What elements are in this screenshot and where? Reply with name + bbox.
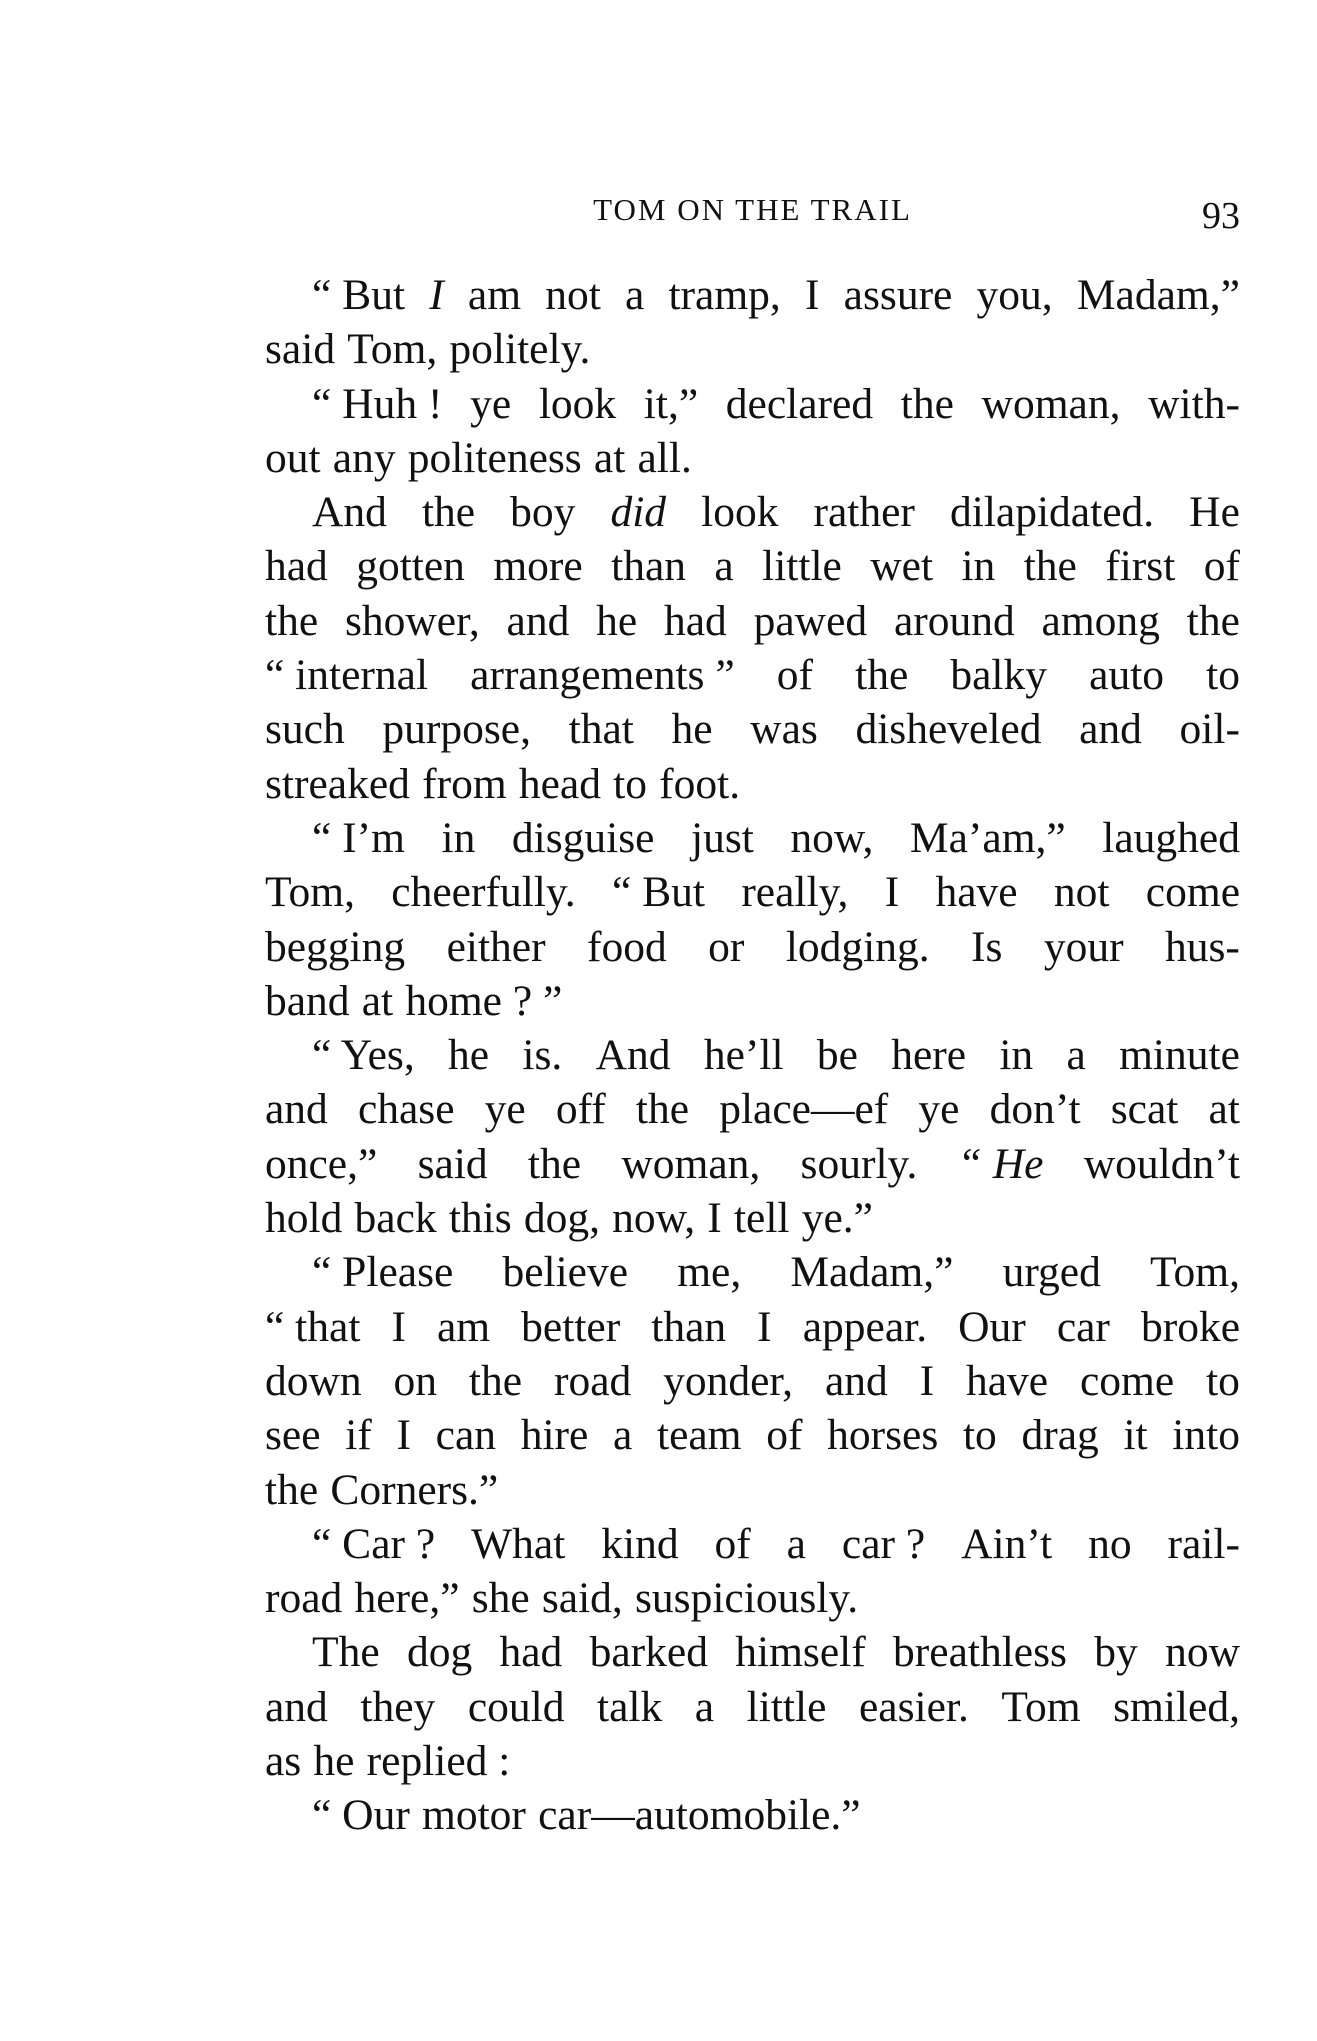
word: the [468,1356,523,1405]
word: your [1043,922,1124,971]
word: the [1023,542,1077,591]
word: have [935,868,1018,917]
word: of [766,1411,803,1460]
word: What [471,1519,566,1568]
word: tell [733,1194,790,1243]
word: politeness [407,433,582,482]
word: I [707,1194,722,1243]
word: laughed [1102,813,1240,862]
word: “ Huh ! [312,379,443,428]
word: team [656,1411,742,1460]
word: better [521,1302,621,1351]
text-line [265,1137,1240,1191]
word: he [313,1737,355,1786]
word: had [265,542,328,591]
word: first [1105,542,1176,591]
word: hus- [1165,922,1240,971]
word: car [1056,1302,1110,1351]
text-line [265,974,1240,1028]
word: “ Car ? [312,1519,436,1568]
word: said, [541,1574,623,1623]
text-line [265,594,1240,648]
word: here [891,1031,967,1080]
word: “ But [611,868,706,917]
word: easier. [858,1682,969,1731]
word: Madam,” [1076,271,1240,319]
word: appear. [802,1302,928,1351]
word: not [1053,868,1110,917]
word: foot. [659,759,741,808]
word: place—ef [719,1085,889,1134]
word: back [354,1194,437,1243]
word: am [436,1302,491,1351]
word: more [493,542,583,591]
word: the [265,1465,319,1514]
word: me, [677,1248,742,1297]
word: said [265,325,336,374]
word: be [816,1031,858,1080]
word: to [1206,1356,1240,1405]
text-line [265,1082,1240,1136]
word: from [422,759,507,808]
word: the [855,651,909,700]
word: cheerfully. [391,868,576,917]
word: in [441,813,476,862]
word: a [624,271,645,319]
word: I [757,1302,772,1351]
word: a [1066,1031,1086,1080]
word: as [265,1737,302,1786]
word: that [568,705,634,754]
word: “ that [265,1302,361,1351]
word: had [499,1628,563,1677]
word: replied : [366,1737,511,1786]
word: road [553,1356,632,1405]
word: into [1172,1411,1240,1460]
word: all. [637,433,692,482]
word: of [714,1519,751,1568]
text-line [265,757,1240,811]
word: purpose, [382,705,531,754]
word: urged [1002,1248,1101,1297]
word: “ internal [265,651,429,700]
word: the [527,1139,582,1188]
word: had [664,596,727,645]
text-line [265,1408,1240,1462]
word: boy [510,488,576,537]
word: little [762,542,842,591]
word: they [360,1682,436,1731]
word: in [961,542,996,591]
word: around [893,596,1015,645]
word: now, [612,1194,696,1243]
word: either [446,922,546,971]
word: ye [470,379,512,428]
word: Our [958,1302,1026,1351]
word: I [884,868,900,917]
word: to [962,1411,997,1460]
word: and [506,596,570,645]
word: out [265,433,321,482]
text-line [265,268,1240,322]
word: to [1206,651,1240,700]
word: a [714,542,734,591]
word: gotten [356,542,465,591]
text-line [265,1571,1240,1625]
running-head [265,190,1240,240]
text-line [265,1625,1240,1679]
word: in [999,1031,1034,1080]
word: lodging. [785,922,930,971]
word: really, [741,868,849,917]
word: you, [976,271,1053,319]
word: car ? [841,1519,926,1568]
word: at [361,976,394,1025]
word: I [396,1411,411,1460]
word: wet [870,542,934,591]
word: road [265,1574,343,1623]
text-line [265,920,1240,974]
word: by [1094,1628,1138,1677]
word: car—automobile.” [538,1791,861,1840]
word: a [786,1519,806,1568]
word: disguise [511,813,655,862]
word: Ma’am,” [909,813,1066,862]
text-line [265,702,1240,756]
text-line [265,431,1240,485]
word: Is [971,922,1003,971]
word: of [776,651,813,700]
word: I [804,271,820,319]
word: talk [597,1682,663,1731]
word: Tom, [265,868,355,917]
word: kind [601,1519,679,1568]
word: The [312,1628,380,1677]
word: can [435,1411,497,1460]
word: just [691,813,754,862]
word: dilapidated. [949,488,1155,537]
word: broke [1140,1302,1240,1351]
word: come [1080,1356,1175,1405]
word: I [391,1302,406,1351]
word: politely. [449,325,591,374]
word: at [1208,1085,1240,1134]
word: look [701,488,779,537]
running-title: TOM ON THE TRAIL [593,192,912,227]
word: ye.” [801,1194,873,1243]
word: ye [484,1085,526,1134]
word: and [265,1682,328,1731]
word: hold [265,1194,343,1243]
word: motor [422,1791,526,1840]
word: streaked [265,759,410,808]
page-number: 93 [1202,195,1240,237]
text-line [265,1788,1240,1842]
word: of [1203,542,1240,591]
word: than [651,1302,727,1351]
word: tramp, [668,271,781,319]
word: woman, [621,1139,761,1188]
word: balky [950,651,1048,700]
word: Corners.” [330,1465,499,1514]
word: he [671,705,713,754]
word: drag [1021,1411,1099,1460]
text-line [265,1354,1240,1408]
word: he’ll [703,1031,784,1080]
word: Ain’t [961,1519,1053,1568]
word: here,” [354,1574,460,1623]
word: he [596,596,638,645]
word: at [593,433,626,482]
text-line [265,648,1240,702]
body-text [265,268,1240,1843]
word: have [966,1356,1049,1405]
word: did [610,488,667,537]
word: with- [1148,379,1240,428]
word: to [613,759,647,808]
word: suspiciously. [634,1574,859,1623]
text-line [265,1245,1240,1299]
word: barked [589,1628,708,1677]
word: a [613,1411,633,1460]
word: “ Please [312,1248,454,1297]
text-line [265,811,1240,865]
word: disheveled [855,705,1042,754]
word: am [467,271,522,319]
word: breathless [893,1628,1067,1677]
word: the [421,488,476,537]
word: the [900,379,954,428]
word: and [265,1085,328,1134]
word: food [587,922,667,971]
word: I [919,1356,935,1405]
word: dog, [523,1194,600,1243]
word: is. [522,1031,563,1080]
word: pawed [753,596,868,645]
word: smiled, [1113,1682,1240,1731]
text-line [265,485,1240,539]
word: than [611,542,687,591]
word: no [1088,1519,1132,1568]
word: the [265,596,319,645]
word: believe [502,1248,629,1297]
word: such [265,705,345,754]
word: on [393,1356,438,1405]
text-line [265,1517,1240,1571]
word: “ Our [312,1791,410,1840]
word: arrangements ” [470,651,735,700]
word: it,” [643,379,699,428]
text-line [265,865,1240,919]
word: I [429,271,444,319]
word: don’t [989,1085,1081,1134]
word: band [265,976,350,1025]
word: hire [520,1411,589,1460]
word: shower, [344,596,480,645]
word: once,” [265,1139,378,1188]
word: rather [813,488,915,537]
word: see [265,1411,321,1460]
word: the [1186,596,1240,645]
word: Tom, [1149,1248,1240,1297]
word: Madam,” [790,1248,954,1297]
word: horses [827,1411,939,1460]
text-line [265,1680,1240,1734]
word: or [708,922,745,971]
word: said [417,1139,488,1188]
word: himself [735,1628,866,1677]
text-line [265,1300,1240,1354]
word: declared [725,379,874,428]
word: yonder, [663,1356,794,1405]
text-line [265,1734,1240,1788]
text-line [265,322,1240,376]
word: and [1079,705,1142,754]
word: this [448,1194,512,1243]
word: minute [1119,1031,1240,1080]
word: the [635,1085,690,1134]
word: little [746,1682,827,1731]
word: “ I’m [312,813,405,862]
word: among [1041,596,1160,645]
word: it [1123,1411,1148,1460]
word: woman, [981,379,1121,428]
word: And [595,1031,671,1080]
word: head [518,759,601,808]
word: if [345,1411,372,1460]
word: down [265,1356,362,1405]
word: assure [843,271,953,319]
word: not [545,271,601,319]
word: any [332,433,396,482]
word: now, [790,813,874,862]
text-line [265,1191,1240,1245]
text-line [265,1463,1240,1517]
word: and [824,1356,888,1405]
word: He [1189,488,1240,537]
text-line [265,1028,1240,1082]
word: come [1145,868,1240,917]
word: rail- [1167,1519,1240,1568]
word: dog [406,1628,473,1677]
word: begging [265,922,406,971]
word: scat [1110,1085,1179,1134]
word: Tom [1001,1682,1081,1731]
word: ye [918,1085,960,1134]
word: now [1165,1628,1240,1677]
word: And [312,488,387,537]
word: “ He [957,1139,1044,1188]
word: “ Yes, [312,1031,415,1080]
word: home ? ” [405,976,563,1025]
word: could [467,1682,565,1731]
word: off [555,1085,606,1134]
word: chase [357,1085,455,1134]
word: sourly. [800,1139,918,1188]
word: look [538,379,617,428]
word: a [694,1682,715,1731]
word: wouldn’t [1083,1139,1240,1188]
word: he [448,1031,490,1080]
text-line [265,539,1240,593]
word: oil- [1179,705,1240,754]
word: “ But [312,271,406,319]
word: she [471,1574,530,1623]
text-line [265,377,1240,431]
word: Tom, [347,325,438,374]
word: auto [1089,651,1165,700]
word: was [750,705,818,754]
